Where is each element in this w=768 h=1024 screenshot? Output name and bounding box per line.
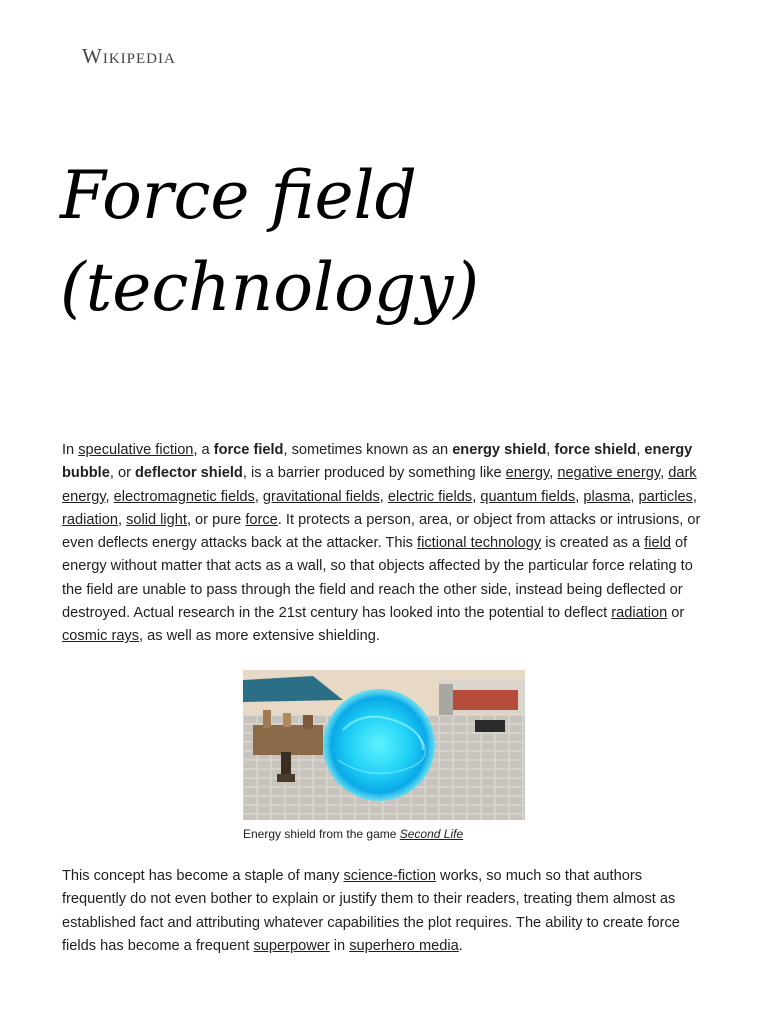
link-fictional-technology[interactable]: fictional technology xyxy=(417,535,542,552)
text-run: , a xyxy=(193,442,214,458)
text-run: , xyxy=(117,511,127,528)
text-run: , xyxy=(379,488,388,505)
article-figure xyxy=(243,670,525,841)
text-run: , sometimes known as an xyxy=(283,442,453,458)
text-run: , xyxy=(549,465,558,482)
link-energy[interactable]: energy xyxy=(505,465,550,482)
text-run: , or pure xyxy=(186,511,246,528)
text-run: . It protects a person, area, or object from attacks or intrusions, or even deflects energy attacks back at the attacker. This xyxy=(62,511,701,552)
link-speculative-fiction[interactable]: speculative fiction xyxy=(78,442,194,458)
link-second-life[interactable]: Second Life xyxy=(399,827,464,841)
link-radiation-2[interactable]: radiation xyxy=(611,605,668,622)
text-run: , as well as more extensive shielding. xyxy=(139,628,380,645)
link-field[interactable]: field xyxy=(644,535,671,552)
page-title: Force field (technology) xyxy=(60,157,480,326)
text-run: , xyxy=(105,488,114,505)
text-run: , xyxy=(575,488,584,505)
text-run: , or xyxy=(109,465,135,482)
link-particles[interactable]: particles xyxy=(638,488,693,505)
link-dark-energy[interactable]: dark energy xyxy=(62,465,697,505)
text-run: in xyxy=(329,937,350,954)
text-run: , xyxy=(472,488,481,505)
link-cosmic-rays[interactable]: cosmic rays xyxy=(62,628,140,645)
bold-term: force shield xyxy=(554,442,637,458)
link-superpower[interactable]: superpower xyxy=(253,937,330,954)
link-electromagnetic-fields[interactable]: electromagnetic fields xyxy=(113,488,255,505)
text-run: , xyxy=(254,488,263,505)
bold-term: energy shield xyxy=(452,442,547,458)
link-negative-energy[interactable]: negative energy xyxy=(557,465,661,482)
concept-paragraph xyxy=(62,865,708,958)
link-radiation[interactable]: radiation xyxy=(62,511,118,528)
text-run: This concept has become a staple of many xyxy=(62,868,344,884)
figure-caption xyxy=(243,827,525,841)
bold-term: energy bubble xyxy=(62,442,693,482)
link-electric-fields[interactable]: electric fields xyxy=(387,488,473,505)
text-run: of energy without matter that acts as a wall, so that objects affected by the particular force relating to the field are unable to pass through the field and reach the other side, instead being deflected or destroyed. Actual research in the 21st century has looked into the potential to deflect xyxy=(62,535,693,622)
text-run: or xyxy=(667,605,685,622)
text-run: works, so much so that authors frequently do not even bother to explain or justify them to their readers, treating them almost as established fact and attributing whatever capabilities the plot requires. The ability to create force fields has become a frequent xyxy=(62,868,680,954)
bold-term: force field xyxy=(213,442,284,458)
link-solid-light[interactable]: solid light xyxy=(126,511,187,528)
text-run: , is a barrier produced by something like xyxy=(242,465,506,482)
wikipedia-logo[interactable]: Wikipedia xyxy=(82,44,176,68)
text-run: , xyxy=(692,488,697,505)
link-quantum-fields[interactable]: quantum fields xyxy=(480,488,576,505)
text-run: , xyxy=(660,465,669,482)
text-run: . xyxy=(458,937,463,954)
link-science-fiction[interactable]: science-fiction xyxy=(343,868,436,884)
caption-text: Energy shield from the game xyxy=(243,827,400,841)
link-force[interactable]: force xyxy=(245,511,278,528)
link-plasma[interactable]: plasma xyxy=(583,488,631,505)
link-superhero-media[interactable]: superhero media xyxy=(349,937,459,954)
intro-paragraph xyxy=(62,439,708,649)
text-run: , xyxy=(546,442,555,458)
link-gravitational-fields[interactable]: gravitational fields xyxy=(262,488,380,505)
energy-shield-image[interactable] xyxy=(243,670,525,820)
text-run: , xyxy=(630,488,639,505)
bold-term: deflector shield xyxy=(134,465,243,482)
text-run: is created as a xyxy=(541,535,645,552)
text-run: In xyxy=(62,442,79,458)
text-run: , xyxy=(636,442,645,458)
